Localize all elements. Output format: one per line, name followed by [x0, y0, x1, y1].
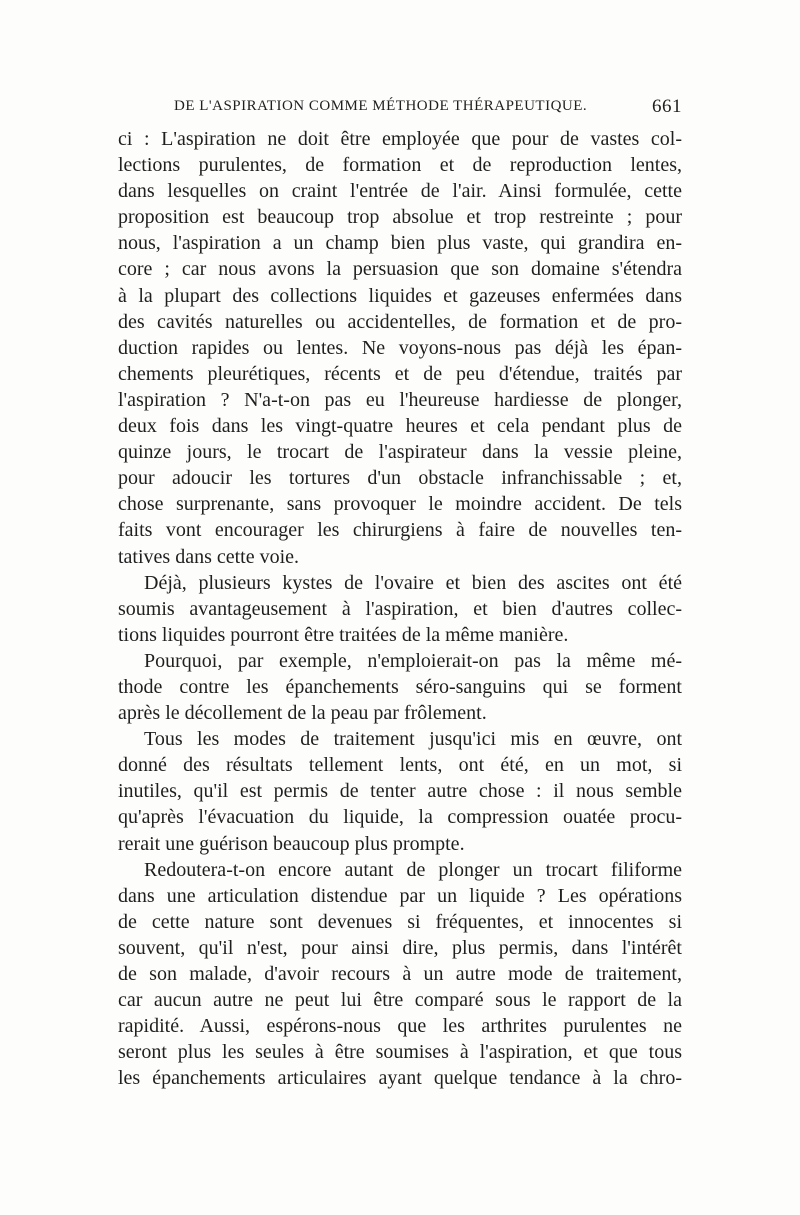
text-line: pour adoucir les tortures d'un obstacle infranchissable ; et,	[118, 467, 682, 490]
text-line: chements pleurétiques, récents et de peu d'étendue, traités par	[118, 362, 682, 385]
text-line: tatives dans cette voie.	[118, 545, 300, 568]
text-line: soumis avantageusement à l'aspiration, et bien d'autres collec-	[118, 597, 682, 620]
text-line: proposition est beaucoup trop absolue et trop restreinte ; pour	[118, 206, 682, 229]
text-line: car aucun autre ne peut lui être comparé sous le rapport de la	[118, 989, 682, 1012]
text-line: les épanchements articulaires ayant quelque tendance à la chro-	[118, 1067, 682, 1090]
text-line: des cavités naturelles ou accidentelles, de formation et de pro-	[118, 310, 682, 333]
text-line: Tous les modes de traitement jusqu'ici mis en œuvre, ont	[144, 728, 682, 751]
text-line: quinze jours, le trocart de l'aspirateur dans la vessie pleine,	[118, 441, 682, 464]
text-line: souvent, qu'il n'est, pour ainsi dire, plus permis, dans l'intérêt	[118, 936, 682, 959]
text-line: seront plus les seules à être soumises à l'aspiration, et que tous	[118, 1041, 682, 1064]
text-line: de cette nature sont devenues si fréquentes, et innocentes si	[118, 910, 682, 933]
text-line: ci : L'aspiration ne doit être employée que pour de vastes col-	[118, 128, 682, 150]
text-line: Redoutera-t-on encore autant de plonger un trocart filiforme	[144, 858, 682, 881]
text-line: Déjà, plusieurs kystes de l'ovaire et bien des ascites ont été	[144, 571, 682, 594]
text-line: après le décollement de la peau par frôlement.	[118, 702, 487, 725]
text-line: rerait une guérison beaucoup plus prompte.	[118, 832, 465, 855]
text-line: rapidité. Aussi, espérons-nous que les arthrites purulentes ne	[118, 1015, 682, 1038]
text-line: dans une articulation distendue par un liquide ? Les opérations	[118, 884, 682, 907]
text-line: deux fois dans les vingt-quatre heures et cela pendant plus de	[118, 415, 682, 438]
text-line: donné des résultats tellement lents, ont été, en un mot, si	[118, 754, 682, 777]
text-line: l'aspiration ? N'a-t-on pas eu l'heureuse hardiesse de plonger,	[118, 388, 682, 411]
text-line: à la plupart des collections liquides et gazeuses enfermées dans	[118, 284, 682, 307]
running-head	[118, 96, 682, 124]
text-line: core ; car nous avons la persuasion que son domaine s'étendra	[118, 258, 682, 281]
running-title: DE L'ASPIRATION COMME MÉTHODE THÉRAPEUTIQUE.	[174, 98, 588, 114]
text-line: de son malade, d'avoir recours à un autre mode de traitement,	[118, 963, 682, 985]
text-line: chose surprenante, sans provoquer le moindre accident. De tels	[118, 493, 682, 516]
text-line: thode contre les épanchements séro-sanguins qui se forment	[118, 675, 682, 698]
text-line: tions liquides pourront être traitées de la même manière.	[118, 623, 569, 646]
text-line: nous, l'aspiration a un champ bien plus vaste, qui grandira en-	[118, 232, 682, 255]
body-text	[118, 126, 682, 1091]
text-line: duction rapides ou lentes. Ne voyons-nous pas déjà les épan-	[118, 336, 682, 359]
text-line: inutiles, qu'il est permis de tenter autre chose : il nous semble	[118, 780, 682, 803]
text-line: faits vont encourager les chirurgiens à faire de nouvelles ten-	[118, 519, 682, 542]
text-line: Pourquoi, par exemple, n'emploierait-on pas la même mé-	[144, 649, 682, 672]
text-line: dans lesquelles on craint l'entrée de l'air. Ainsi formulée, cette	[118, 180, 682, 203]
page-number: 661	[652, 96, 682, 117]
text-line: qu'après l'évacuation du liquide, la compression ouatée procu-	[118, 806, 682, 829]
text-line: lections purulentes, de formation et de reproduction lentes,	[118, 154, 682, 177]
